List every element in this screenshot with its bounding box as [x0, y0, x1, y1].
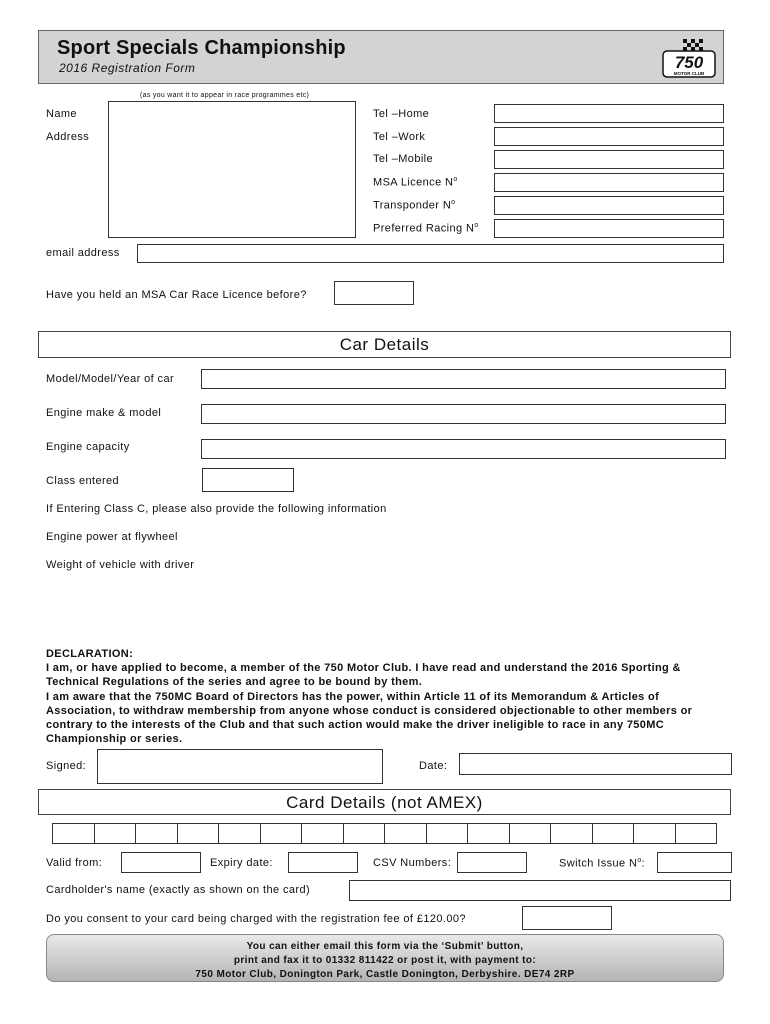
- preferred-racing-label: Preferred Racing $N^o$: [373, 222, 479, 235]
- preferred-racing-field[interactable]: [494, 219, 724, 238]
- date-label: Date:: [419, 760, 448, 772]
- footer-line-2: print and fax it to 01332 811422 or post it, with payment to:: [233, 955, 537, 966]
- footer-line-1: You can either email this form via the ‘Submit’ button,: [246, 941, 524, 952]
- declaration-heading: DECLARATION:: [46, 648, 134, 660]
- card-number-cells: [52, 823, 716, 844]
- valid-from-field[interactable]: [121, 852, 201, 873]
- card-number-cell[interactable]: [343, 823, 386, 844]
- switch-issue-label: Switch Issue $N^o$:: [559, 857, 646, 870]
- card-number-cell[interactable]: [218, 823, 261, 844]
- card-number-cell[interactable]: [675, 823, 718, 844]
- logo-number: 750: [674, 53, 704, 72]
- model-label: Model/Model/Year of car: [46, 373, 175, 385]
- signature-field[interactable]: [97, 749, 383, 784]
- held-licence-question: Have you held an MSA Car Race Licence before?: [46, 289, 307, 301]
- card-number-cell[interactable]: [467, 823, 510, 844]
- model-field[interactable]: [201, 369, 726, 389]
- declaration: [46, 647, 726, 746]
- csv-field[interactable]: [457, 852, 527, 873]
- card-number-cell[interactable]: [177, 823, 220, 844]
- transponder-field[interactable]: [494, 196, 724, 215]
- engine-capacity-field[interactable]: [201, 439, 726, 459]
- date-field[interactable]: [459, 753, 732, 775]
- card-number-cell[interactable]: [509, 823, 552, 844]
- tel-home-label: Tel –Home: [373, 108, 430, 120]
- footer-line-3: 750 Motor Club, Donington Park, Castle Donington, Derbyshire. DE74 2RP: [195, 969, 575, 980]
- valid-from-label: Valid from:: [46, 857, 103, 869]
- card-number-cell[interactable]: [426, 823, 469, 844]
- engine-make-label: Engine make & model: [46, 407, 162, 419]
- email-label: email address: [46, 247, 120, 259]
- email-field[interactable]: [137, 244, 724, 263]
- declaration-text-2: I am aware that the 750MC Board of Directors has the power, within Article 11 of its Memorandum & Articles of Association, to withdraw membership from anyone whose conduct is considered objectionable to other members or contrary to the interests of the Club and that such action would make the driver ineligible to race in any 750MC Championship or series.: [46, 690, 693, 746]
- switch-issue-field[interactable]: [657, 852, 732, 873]
- form-title: Sport Specials Championship: [57, 37, 346, 59]
- engine-make-field[interactable]: [201, 404, 726, 424]
- csv-label: CSV Numbers:: [373, 857, 452, 869]
- card-number-cell[interactable]: [135, 823, 178, 844]
- consent-field[interactable]: [522, 906, 612, 930]
- cardholder-field[interactable]: [349, 880, 731, 901]
- card-number-cell[interactable]: [301, 823, 344, 844]
- expiry-field[interactable]: [288, 852, 358, 873]
- logo-text: MOTOR CLUB: [673, 71, 705, 76]
- card-number-cell[interactable]: [384, 823, 427, 844]
- name-label: Name: [46, 108, 77, 120]
- card-number-cell[interactable]: [260, 823, 303, 844]
- declaration-text-1: I am, or have applied to become, a member of the 750 Motor Club. I have read and understand the 2016 Sporting & Technical Regulations of the series and agree to be bound by them.: [46, 662, 681, 689]
- card-number-cell[interactable]: [94, 823, 137, 844]
- msa-licence-label: MSA Licence $N^o$: [373, 176, 458, 189]
- 750-motor-club-logo: [661, 37, 717, 79]
- card-number-cell[interactable]: [52, 823, 95, 844]
- cardholder-label: Cardholder's name (exactly as shown on the card): [46, 884, 311, 896]
- tel-mobile-label: Tel –Mobile: [373, 153, 434, 165]
- class-entered-label: Class entered: [46, 475, 120, 487]
- msa-licence-field[interactable]: [494, 173, 724, 192]
- address-label: Address: [46, 131, 90, 143]
- name-hint: (as you want it to appear in race programmes etc): [140, 92, 310, 99]
- tel-mobile-field[interactable]: [494, 150, 724, 169]
- form-subtitle: 2016 Registration Form: [59, 61, 196, 75]
- expiry-label: Expiry date:: [210, 857, 273, 869]
- card-number-cell[interactable]: [592, 823, 635, 844]
- name-address-field[interactable]: [108, 101, 356, 238]
- tel-work-label: Tel –Work: [373, 131, 426, 143]
- submission-instructions: [46, 934, 724, 982]
- class-c-note: If Entering Class C, please also provide the following information: [46, 503, 387, 515]
- card-details-heading: Card Details (not AMEX): [38, 789, 731, 815]
- transponder-label: Transponder $N^o$: [373, 199, 456, 212]
- engine-power-label: Engine power at flywheel: [46, 531, 178, 543]
- held-licence-field[interactable]: [334, 281, 414, 305]
- tel-home-field[interactable]: [494, 104, 724, 123]
- class-entered-field[interactable]: [202, 468, 294, 492]
- consent-label: Do you consent to your card being charged with the registration fee of £120.00?: [46, 913, 466, 925]
- car-details-heading: Car Details: [38, 331, 731, 358]
- form-header: [38, 30, 724, 84]
- card-number-cell[interactable]: [633, 823, 676, 844]
- card-number-cell[interactable]: [550, 823, 593, 844]
- engine-capacity-label: Engine capacity: [46, 441, 130, 453]
- weight-label: Weight of vehicle with driver: [46, 559, 195, 571]
- signed-label: Signed:: [46, 760, 87, 772]
- tel-work-field[interactable]: [494, 127, 724, 146]
